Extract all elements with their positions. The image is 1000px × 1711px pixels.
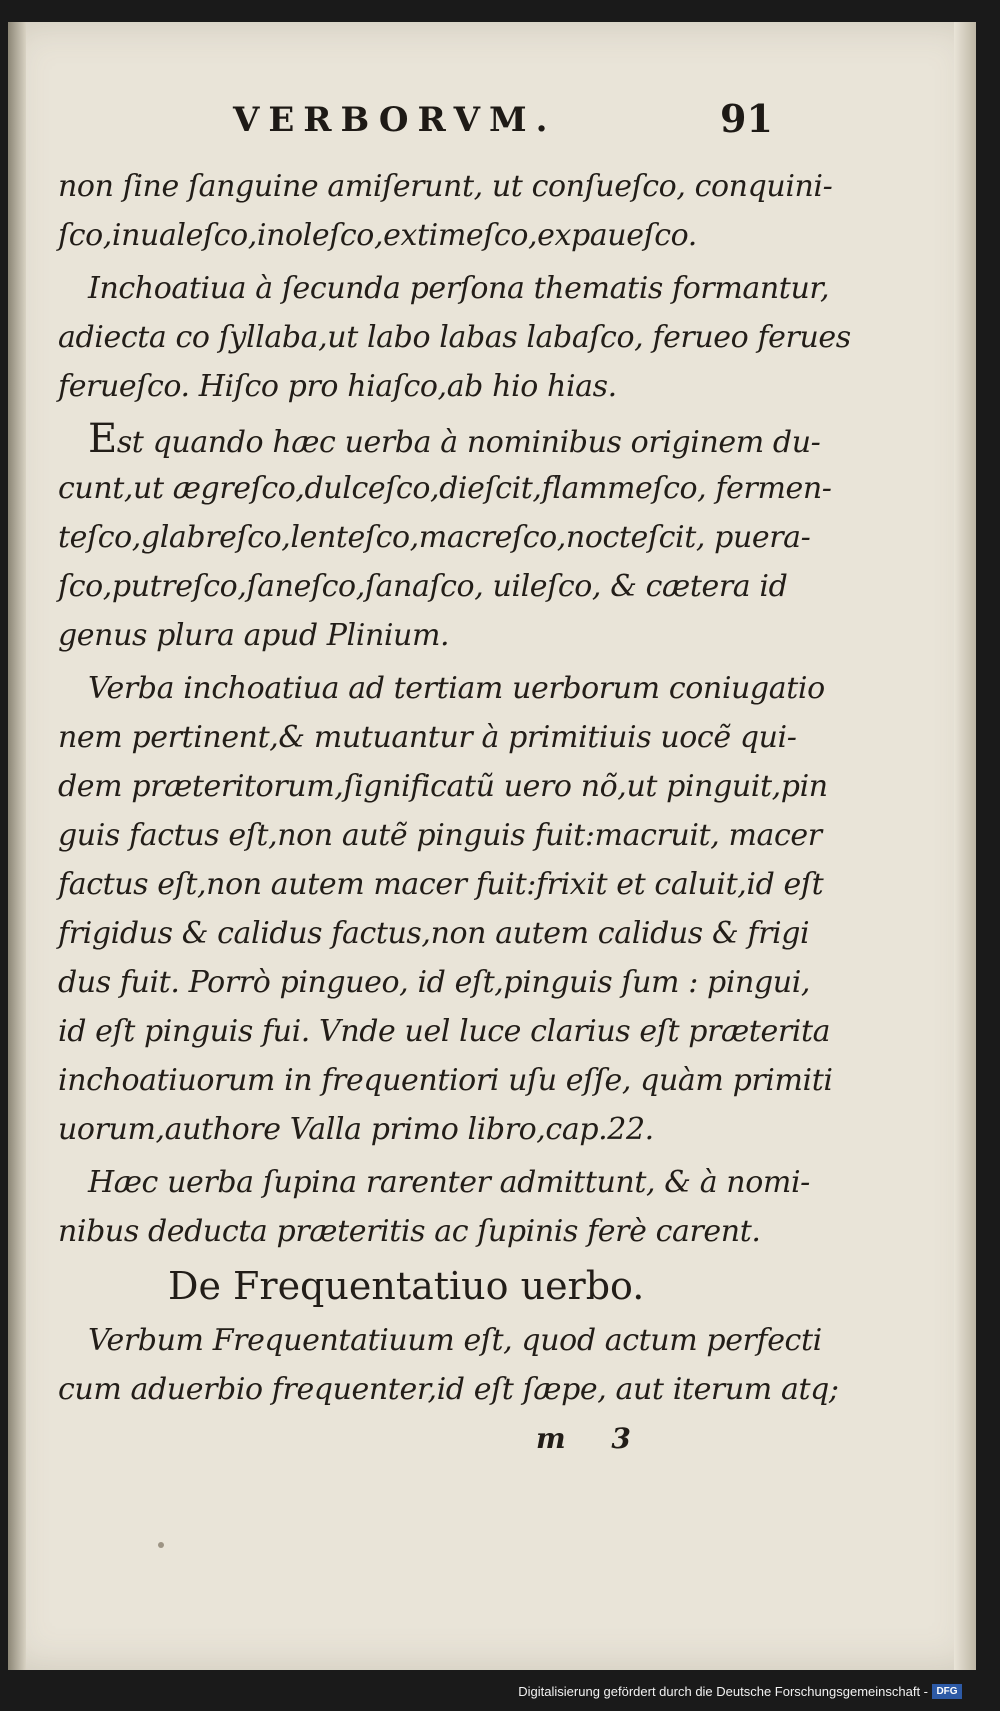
text-line: guis factus eſt,non autẽ pinguis fuit:macruit, macer (58, 818, 822, 853)
text-line: ferueſco. Hiſco pro hiaſco,ab hio hias. (58, 369, 617, 404)
body-text (58, 162, 851, 1414)
text-line: frigidus & calidus factus,non autem calidus & frigi (58, 916, 810, 951)
text-line: cum aduerbio frequenter,id eſt ſæpe, aut iterum atq; (58, 1372, 839, 1407)
text-line: inchoatiuorum in frequentiori uſu eſſe, quàm primiti (58, 1063, 833, 1098)
running-head: VERBORVM. (233, 100, 557, 140)
text-line: dem præteritorum,ſignificatũ uero nõ,ut pinguit,pin (58, 769, 828, 804)
text-line: adiecta co ſyllaba,ut labo labas labaſco, ferueo ferues (58, 320, 851, 355)
text-line: cunt,ut ægreſco,dulceſco,dieſcit,flammeſco, fermen- (58, 471, 832, 506)
text-line: dus fuit. Porrò pingueo, id eſt,pinguis ſum : pingui, (58, 965, 811, 1000)
dfg-logo-icon: DFG (932, 1684, 962, 1699)
section-heading: De Frequentatiuo uerbo. (168, 1264, 645, 1308)
text-line: nibus deducta præteritis ac ſupinis ferè carent. (58, 1214, 761, 1249)
text-line: ſco,putreſco,ſaneſco,ſanaſco, uileſco, & cætera id (58, 569, 788, 604)
page-gutter (8, 22, 26, 1670)
text-line: Hæc uerba ſupina rarenter admittunt, & à nomi- (88, 1165, 810, 1200)
text-line: Verba inchoatiua ad tertiam uerborum coniugatio (88, 671, 825, 706)
text-line: factus eſt,non autem macer fuit:frixit et caluit,id eſt (58, 867, 824, 902)
text-line: non ſine ſanguine amiſerunt, ut conſueſco, conquini- (58, 169, 833, 204)
page-edge (954, 22, 976, 1670)
signature-mark: m 3 (536, 1422, 631, 1455)
digitization-credit (518, 1684, 962, 1699)
text-line: nem pertinent,& mutuantur à primitiuis uocẽ qui- (58, 720, 797, 755)
text-line: Inchoatiua à ſecunda perſona thematis formantur, (88, 271, 830, 306)
page-number: 91 (720, 96, 773, 141)
text-line: genus plura apud Plinium. (58, 618, 450, 653)
paper-stain (158, 1542, 164, 1548)
text-line-rest: st quando hæc uerba à nominibus originem du- (116, 425, 821, 460)
text-line: ſco,inualeſco,inoleſco,extimeſco,expaueſco. (58, 218, 697, 253)
credit-text: Digitalisierung gefördert durch die Deutsche Forschungsgemeinschaft - (518, 1684, 928, 1699)
page-header (8, 82, 976, 142)
book-page (8, 22, 976, 1670)
text-line: Verbum Frequentatiuum eſt, quod actum perfecti (88, 1323, 822, 1358)
text-line: id eſt pinguis fui. Vnde uel luce clarius eſt præterita (58, 1014, 831, 1049)
text-line: uorum,authore Valla primo libro,cap.22. (58, 1112, 654, 1147)
text-line (58, 415, 821, 464)
initial-letter: E (88, 416, 117, 462)
text-line: teſco,glabreſco,lenteſco,macreſco,nocteſcit, puera- (58, 520, 811, 555)
